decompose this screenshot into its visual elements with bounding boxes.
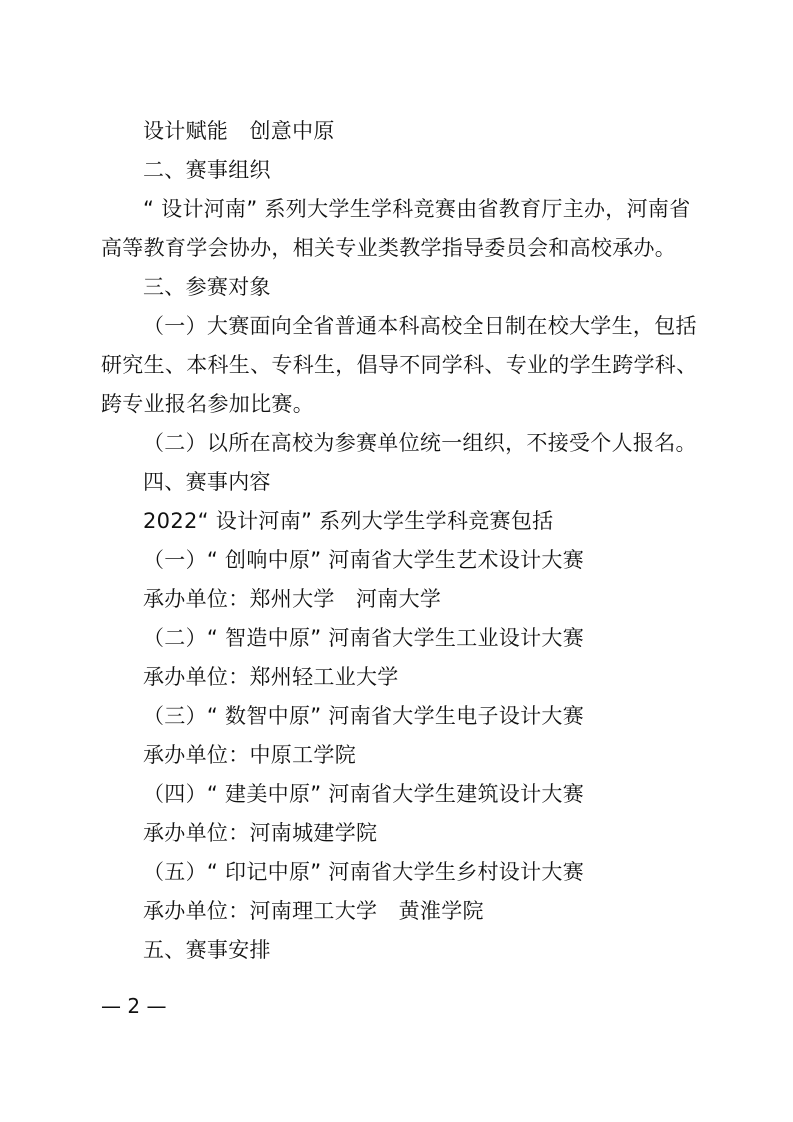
host-units-line: 承办单位：河南理工大学 黄淮学院	[143, 899, 484, 923]
paragraph-line: 研究生、本科生、专科生，倡导不同学科、专业的学生跨学科、	[101, 353, 698, 377]
host-units-line: 承办单位：河南城建学院	[143, 821, 378, 845]
paragraph-line: “ 设计河南” 系列大学生学科竞赛由省教育厅主办，河南省	[143, 197, 691, 221]
section-heading-participants: 三、参赛对象	[143, 275, 271, 299]
paragraph-line: （二）以所在高校为参赛单位统一组织，不接受个人报名。	[143, 431, 697, 455]
host-units-line: 承办单位：中原工学院	[143, 743, 356, 767]
paragraph-line: 高等教育学会协办，相关专业类教学指导委员会和高校承办。	[101, 236, 677, 260]
section-heading-organization: 二、赛事组织	[143, 158, 271, 182]
page-number: — 2 —	[101, 994, 167, 1018]
competition-item: （五）“ 印记中原” 河南省大学生乡村设计大赛	[143, 860, 585, 884]
competition-item: （一）“ 创响中原” 河南省大学生艺术设计大赛	[143, 548, 585, 572]
paragraph-line: 跨专业报名参加比赛。	[101, 392, 314, 416]
competition-item: （二）“ 智造中原” 河南省大学生工业设计大赛	[143, 626, 585, 650]
paragraph-line: （一）大赛面向全省普通本科高校全日制在校大学生，包括	[143, 314, 697, 338]
competition-item: （三）“ 数智中原” 河南省大学生电子设计大赛	[143, 704, 585, 728]
host-units-line: 承办单位：郑州大学 河南大学	[143, 587, 442, 611]
competition-item: （四）“ 建美中原” 河南省大学生建筑设计大赛	[143, 782, 585, 806]
section-heading-content: 四、赛事内容	[143, 470, 271, 494]
host-units-line: 承办单位：郑州轻工业大学	[143, 665, 399, 689]
slogan-line: 设计赋能 创意中原	[143, 119, 335, 143]
paragraph-line: 2022“ 设计河南” 系列大学生学科竞赛包括	[143, 509, 554, 533]
section-heading-schedule: 五、赛事安排	[143, 938, 271, 962]
